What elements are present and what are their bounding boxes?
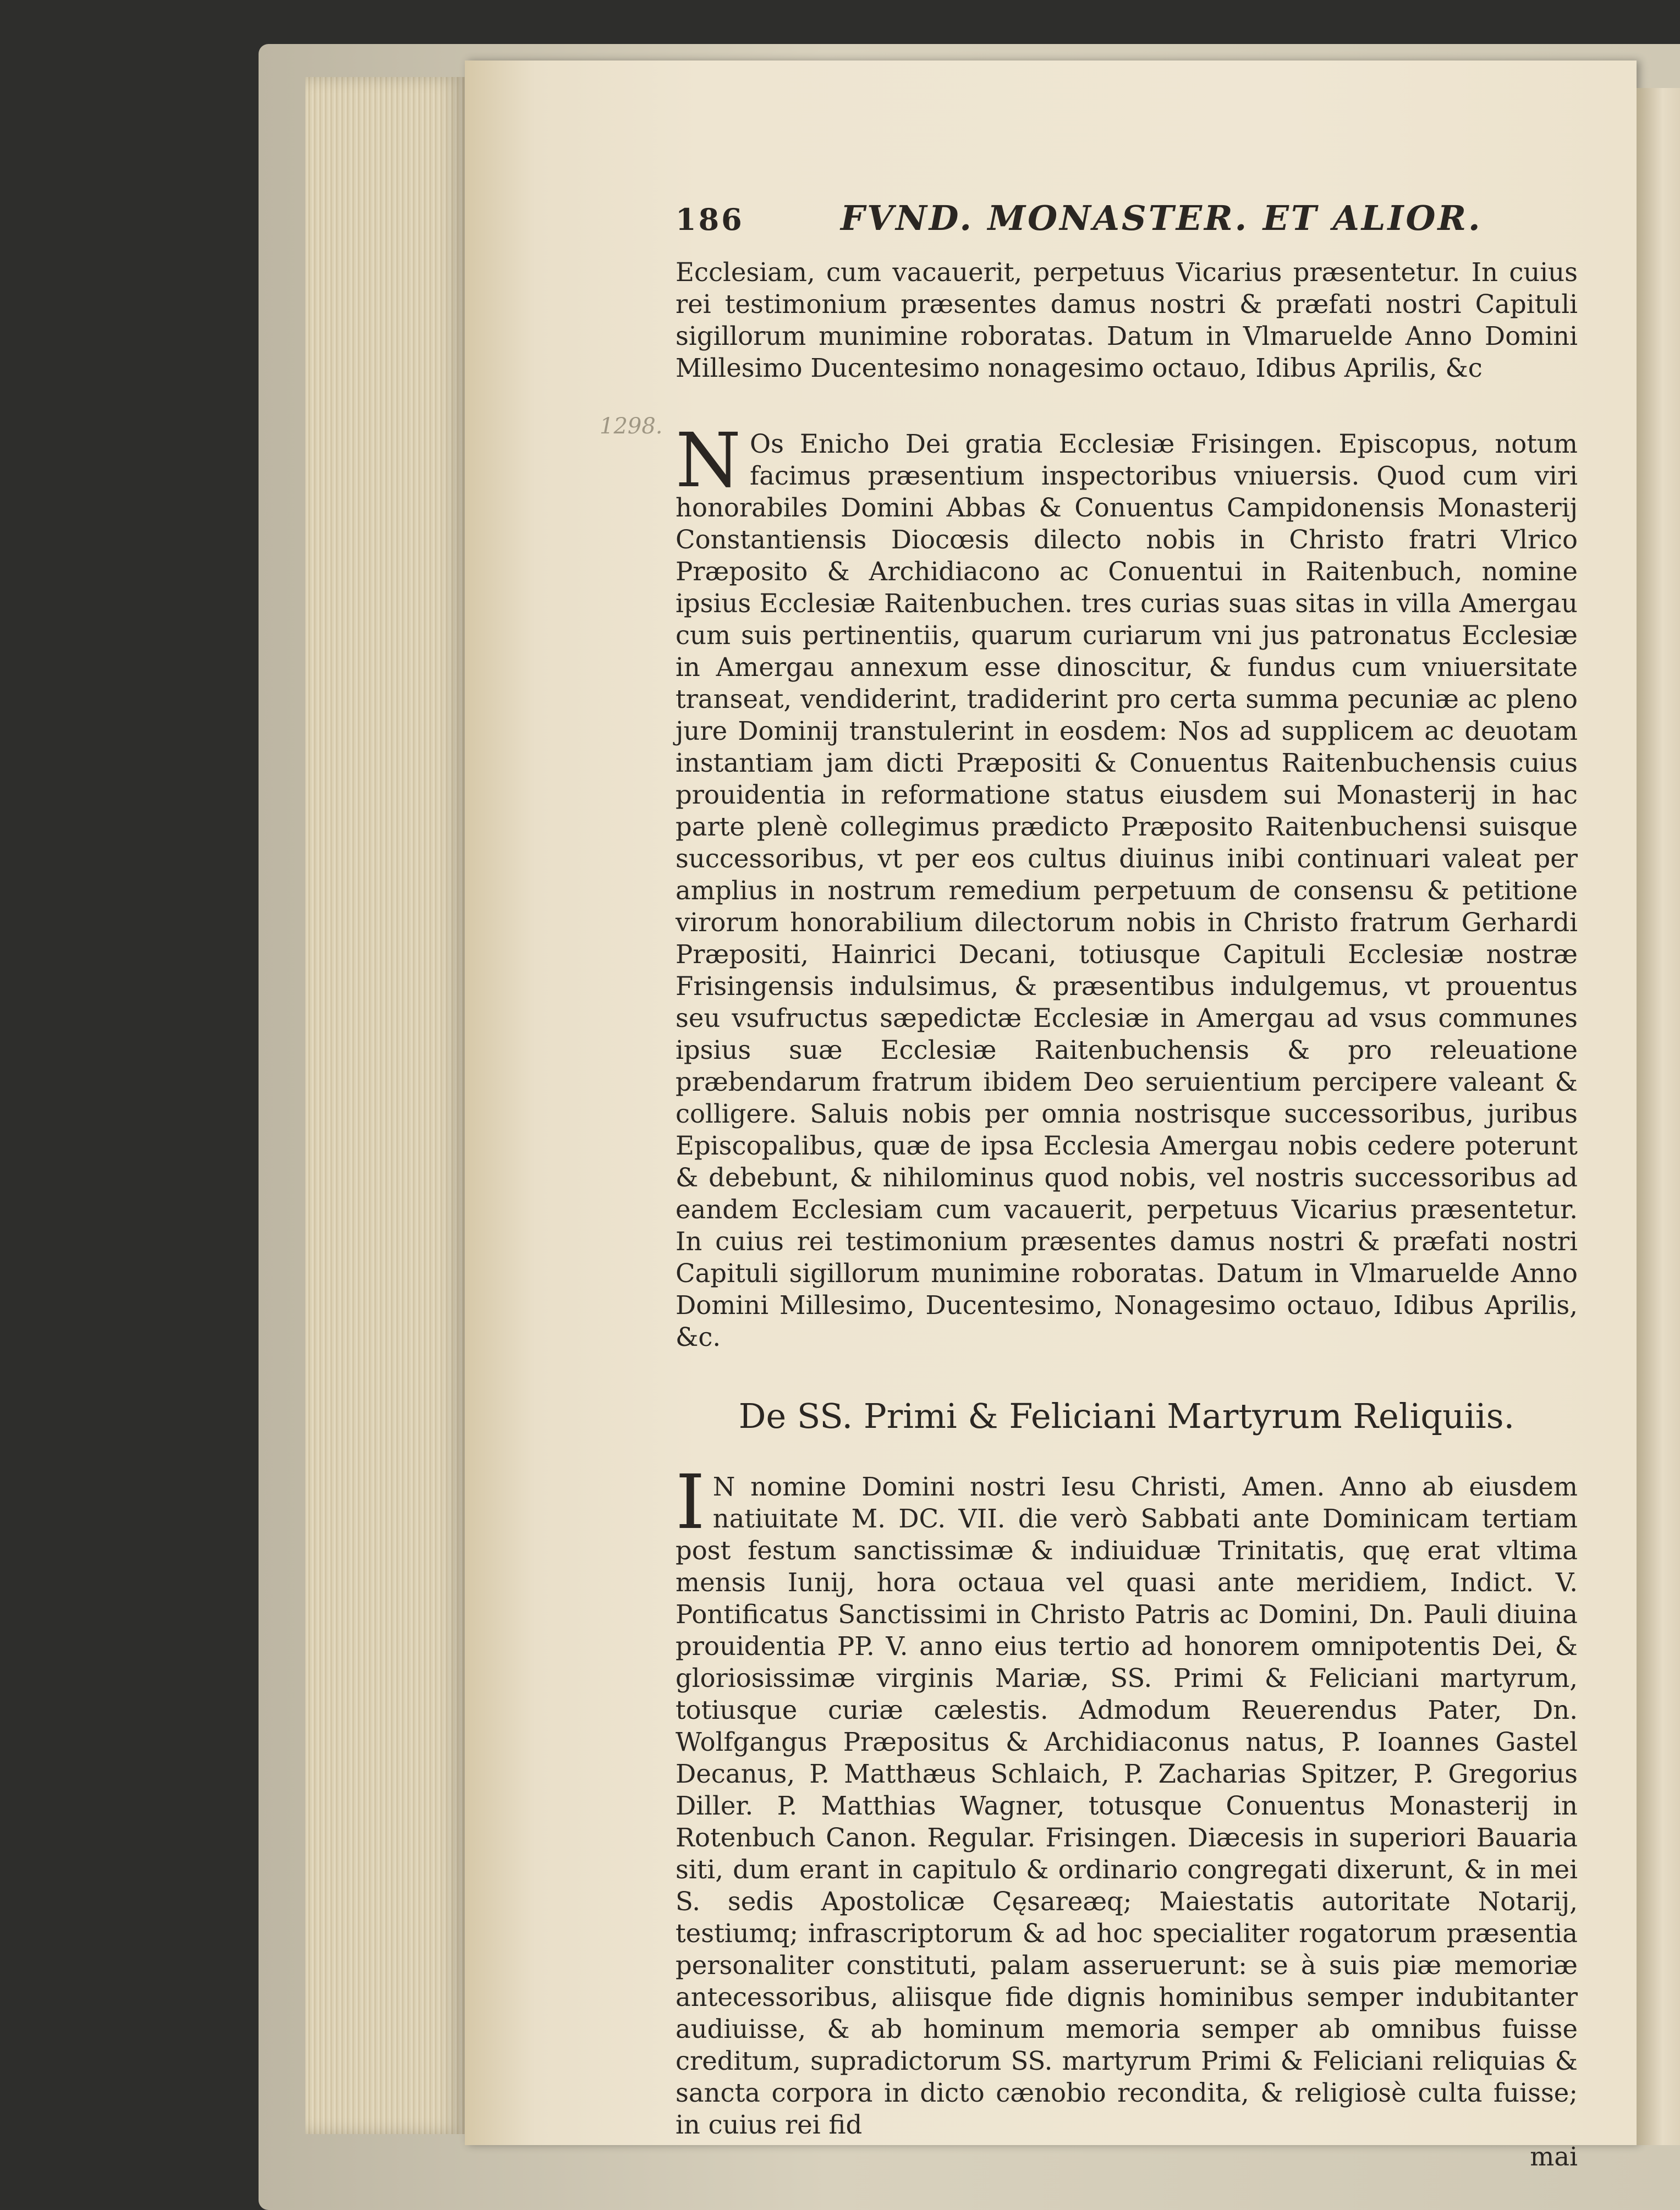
charter-paragraph bbox=[676, 417, 1578, 1353]
next-page-edge bbox=[1637, 88, 1680, 2145]
drop-initial-n: N bbox=[676, 417, 741, 504]
page-edges bbox=[305, 77, 465, 2134]
notarial-paragraph bbox=[676, 1459, 1578, 2141]
section-heading: De SS. Primi & Feliciani Martyrum Reliquiis. bbox=[738, 1396, 1515, 1436]
margin-note: 1298. bbox=[600, 414, 663, 439]
spacer bbox=[676, 1353, 1578, 1392]
text-block bbox=[676, 198, 1578, 2173]
carryover-paragraph: Ecclesiam, cum vacauerit, perpetuus Vicarius præsentetur. In cuius rei testimonium præsentes damus nostri & præfati nostri Capituli sigillorum munimine roboratas. Datum in Vlmaruelde Anno Domini Millesimo Ducentesimo nonagesimo octauo, Idibus Aprilis, &c bbox=[676, 257, 1578, 383]
notarial-text: N nomine Domini nostri Iesu Christi, Amen. Anno ab eiusdem natiuitate M. DC. VII. die verò Sabbati ante Dominicam tertiam post festum sanctissimæ & indiuiduæ Trinitatis, quę erat vltima mensis Iunij, hora octaua vel quasi ante meridiem, Indict. V. Pontificatus Sanctissimi in Christo Patris ac Domini, Dn. Pauli diuina prouidentia PP. V. anno eius tertio ad honorem omnipotentis Dei, & gloriosissimæ virginis Mariæ, SS. Primi & Feliciani martyrum, totiusque curiæ cælestis. Admodum Reuerendus Pater, Dn. Wolfgangus Præpositus & Archidiaconus natus, P. Ioannes Gastel Decanus, P. Matthæus Schlaich, P. Zacharias Spitzer, P. Gregorius Diller. P. Matthias Wagner, totusque Conuentus Monasterij in Rotenbuch Canon. Regular. Frisingen. Diæcesis in superiori Bauaria siti, dum erant in capitulo & ordinario congregati dixerunt, & in mei S. sedis Apostolicæ Cęsareæq; Maiestatis autoritate Notarij, testiumq; infrascriptorum & ad hoc specialiter rogatorum præsentia personaliter constituti, palam asseruerunt: se à suis piæ memoriæ antecessoribus, aliisque fide dignis hominibus semper indubitanter audiuisse, & ab hominum memoria semper ab omnibus fuisse creditum, supradictorum SS. martyrum Primi & Feliciani reliquias & sancta corpora in dicto cænobio recondita, & religiosè culta fuisse; in cuius rei fid bbox=[676, 1472, 1578, 2140]
drop-initial-i: I bbox=[676, 1459, 705, 1546]
charter-text: Os Enicho Dei gratia Ecclesiæ Frisingen. Episcopus, notum facimus præsentium inspectoribus vniuersis. Quod cum viri honorabiles Domini Abbas & Conuentus Campidonensis Monasterij Constantiensis Diocœsis dilecto nobis in Christo fratri Vlrico Præposito & Archidiacono ac Conuentui in Raitenbuch, nomine ipsius Ecclesiæ Raitenbuchen. tres curias suas sitas in villa Amergau cum suis pertinentiis, quarum curiarum vni jus patronatus Ecclesiæ in Amergau annexum esse dinoscitur, & fundus cum vniuersitate transeat, vendiderint, tradiderint pro certa summa pecuniæ ac pleno jure Dominij transtulerint in eosdem: Nos ad supplicem ac deuotam instantiam jam dicti Præpositi & Conuentus Raitenbuchensis cuius prouidentia in reformatione status eiusdem sui Monasterij in hac parte plenè collegimus prædicto Præposito Raitenbuchensi suisque successoribus, vt per eos cultus diuinus inibi continuari valeat per amplius in nostrum remedium perpetuum de consensu & petitione virorum honorabilium dilectorum nobis in Christo fratrum Gerhardi Præpositi, Hainrici Decani, totiusque Capituli Ecclesiæ nostræ Frisingensis indulsimus, & præsentibus indulgemus, vt prouentus seu vsufructus sæpedictæ Ecclesiæ in Amergau ad vsus communes ipsius suæ Ecclesiæ Raitenbuchensis & pro releuatione præbendarum fratrum ibidem Deo seruientium percipere valeant & colligere. Saluis nobis per omnia nostrisque successoribus, juribus Episcopalibus, quæ de ipsa Ecclesia Amergau nobis cedere poterunt & debebunt, & nihilominus quod nobis, vel nostris successoribus ad eandem Ecclesiam cum vacauerit, perpetuus Vicarius præsentetur. In cuius rei testimonium præsentes damus nostri & præfati nostri Capituli sigillorum munimine roboratas. Datum in Vlmaruelde Anno Domini Millesimo, Ducentesimo, Nonagesimo octauo, Idibus Aprilis, &c. bbox=[676, 429, 1578, 1352]
running-title: FVND. MONASTER. ET ALIOR. bbox=[841, 198, 1483, 238]
page-number: 186 bbox=[676, 202, 744, 237]
spacer bbox=[676, 384, 1578, 428]
catchword: mai bbox=[1530, 2142, 1578, 2171]
running-head bbox=[676, 198, 1578, 253]
